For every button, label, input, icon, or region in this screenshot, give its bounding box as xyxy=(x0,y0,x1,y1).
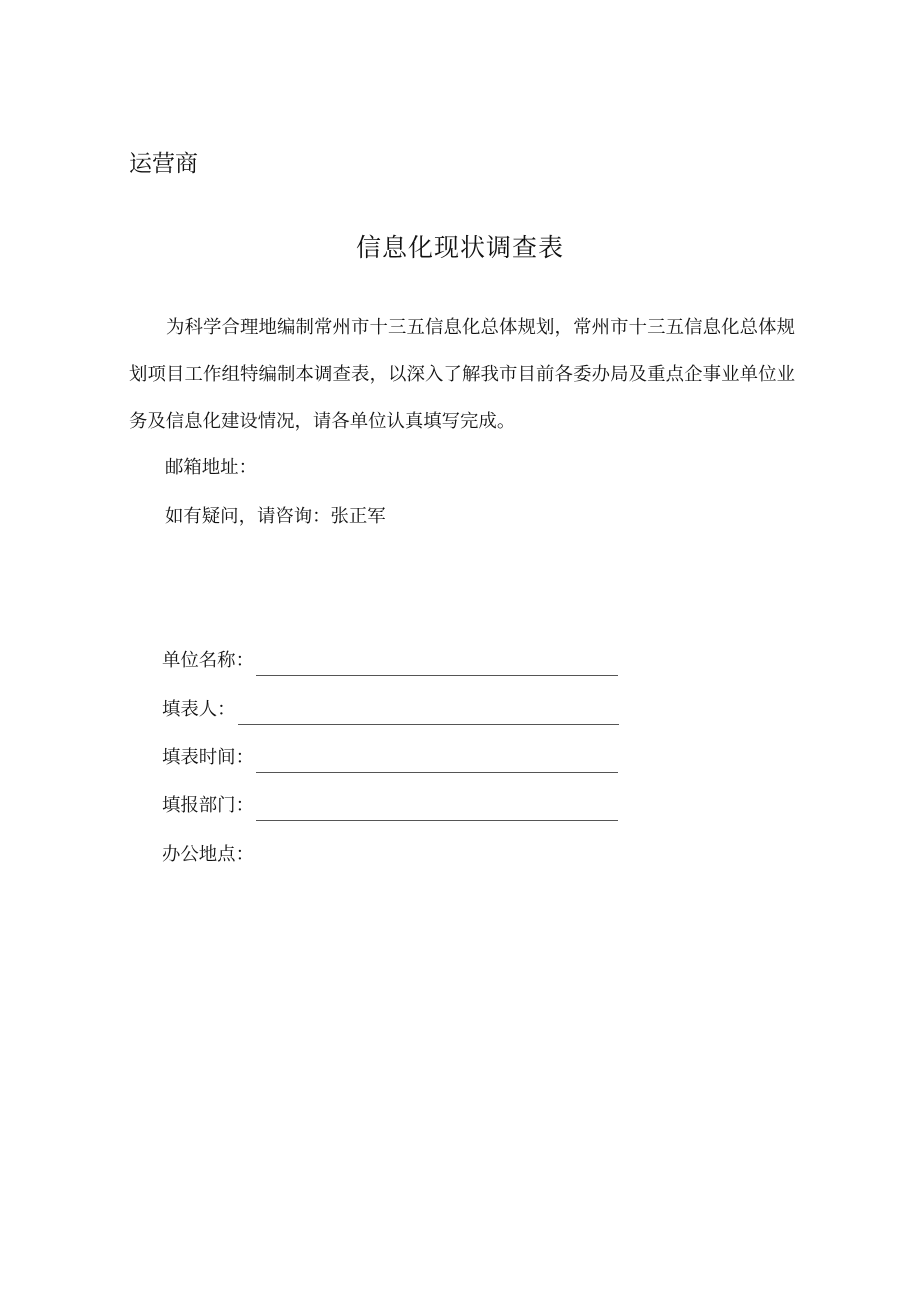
fill-time-field xyxy=(162,743,618,773)
filler-input-line[interactable] xyxy=(238,702,619,725)
document-title: 信息化现状调查表 xyxy=(355,233,564,262)
fill-time-input-line[interactable] xyxy=(256,750,618,773)
unit-name-label: 单位名称： xyxy=(162,650,254,671)
filler-label: 填表人： xyxy=(162,699,236,720)
header-label: 运营商 xyxy=(129,151,198,177)
inquiry-contact-text: 如有疑问，请咨询：张正军 xyxy=(165,506,386,527)
department-field xyxy=(162,791,618,821)
office-location-label: 办公地点： xyxy=(162,844,254,865)
unit-name-field xyxy=(162,646,618,676)
filler-field xyxy=(162,695,619,725)
department-label: 填报部门： xyxy=(162,795,254,816)
department-input-line[interactable] xyxy=(256,798,618,821)
unit-name-input-line[interactable] xyxy=(256,653,618,676)
fill-time-label: 填表时间： xyxy=(162,747,254,768)
email-address-label: 邮箱地址： xyxy=(165,457,257,478)
office-location-field xyxy=(162,840,254,870)
intro-paragraph: 为科学合理地编制常州市十三五信息化总体规划，常州市十三五信息化总体规划项目工作组特编制本调查表，以深入了解我市目前各委办局及重点企事业单位业务及信息化建设情况，请各单位认真填写完成。 xyxy=(129,317,795,432)
